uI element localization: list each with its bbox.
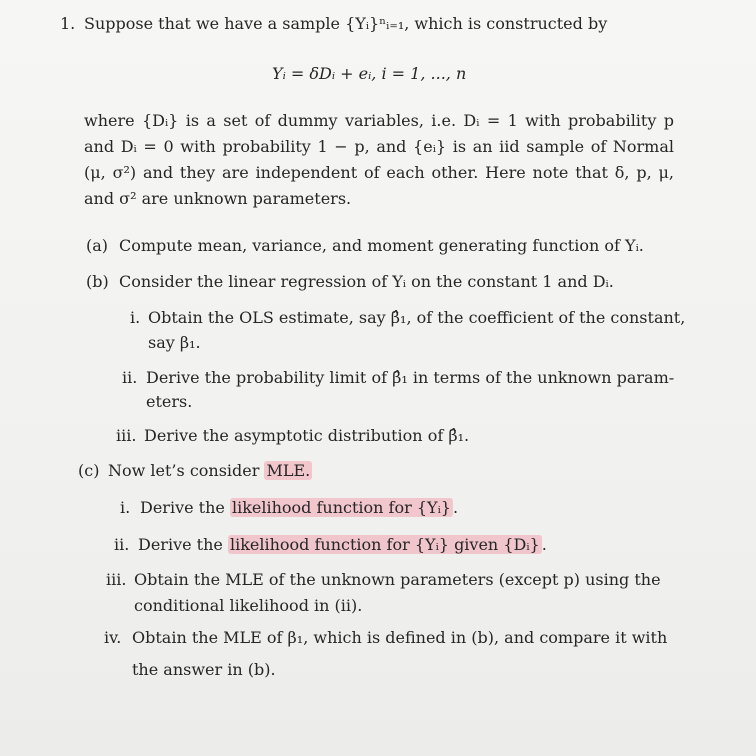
problem-paragraph: where {Dᵢ} is a set of dummy variables, i.e. Dᵢ = 1 with probability p and Dᵢ = 0 with probability 1 − p, and {eᵢ} is an iid sample of Normal (μ, σ²) and they are independent of each other. Here note that δ, p, μ, and σ² are unknown parameters. <box>84 111 674 208</box>
part-b-ii-line2: eters. <box>146 392 193 411</box>
part-c-iv-label: iv. <box>104 628 122 647</box>
part-b-text: Consider the linear regression of Yᵢ on the constant 1 and Dᵢ. <box>119 272 614 291</box>
part-c-ii-text <box>138 535 547 555</box>
part-c-iii-line2: conditional likelihood in (ii). <box>134 596 363 615</box>
part-c-iii-label: iii. <box>106 570 127 589</box>
part-b-i-line1: Obtain the OLS estimate, say β̂₁, of the coefficient of the constant, <box>148 308 686 327</box>
part-c-i-highlight: likelihood function for {Yᵢ} <box>231 498 451 517</box>
part-c-i-post: . <box>452 498 459 517</box>
part-c-ii-post: . <box>541 535 547 554</box>
part-a-text: Compute mean, variance, and moment generating function of Yᵢ. <box>119 236 644 255</box>
part-b-i-line2: say β₁. <box>148 333 201 352</box>
model-equation: Yᵢ = δDᵢ + eᵢ, i = 1, ..., n <box>272 64 467 83</box>
part-c-ii-highlight: likelihood function for {Yᵢ} given {Dᵢ} <box>229 535 540 554</box>
part-c-i-label: i. <box>120 498 131 517</box>
part-c-text <box>108 461 312 481</box>
problem-intro: Suppose that we have a sample {Yᵢ}ⁿᵢ₌₁, which is constructed by <box>84 14 608 33</box>
part-c-ii-label: ii. <box>114 535 130 554</box>
mle-highlight: MLE. <box>266 461 311 480</box>
part-b-ii-line1: Derive the probability limit of β̂₁ in terms of the unknown param- <box>146 368 675 387</box>
part-c-iv-line1: Obtain the MLE of β₁, which is defined in (b), and compare it with <box>132 628 668 647</box>
part-b-iii-label: iii. <box>116 426 137 445</box>
part-c-text-pre: Now let’s consider <box>108 461 265 480</box>
problem-number: 1. <box>60 14 76 33</box>
part-c-i-pre: Derive the <box>140 498 230 517</box>
part-b-iii-text: Derive the asymptotic distribution of β̂₁. <box>144 426 470 445</box>
part-c-ii-pre: Derive the <box>138 535 228 554</box>
part-c-iii-line1: Obtain the MLE of the unknown parameters (except p) using the <box>134 570 661 589</box>
part-b-ii-label: ii. <box>122 368 138 387</box>
part-b-label: (b) <box>86 272 109 291</box>
part-b-i-label: i. <box>130 308 141 327</box>
part-a-label: (a) <box>86 236 109 255</box>
part-c-label: (c) <box>78 461 100 480</box>
part-c-i-text <box>140 498 458 518</box>
part-c-iv-line2: the answer in (b). <box>132 660 276 679</box>
